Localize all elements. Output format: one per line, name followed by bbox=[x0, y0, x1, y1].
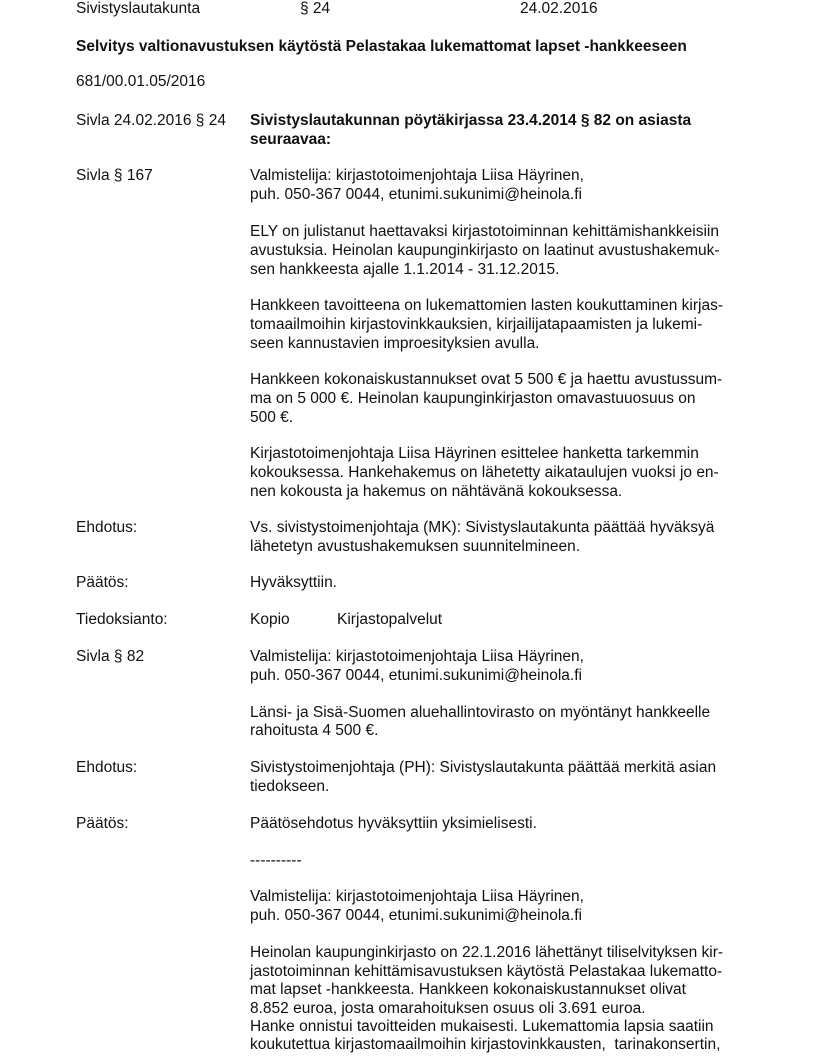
notice-recipient: Kirjastopalvelut bbox=[337, 611, 443, 628]
current-p1-line: Hanke onnistui tavoitteiden mukaisesti. Lukemattomia lapsia saatiin bbox=[250, 1018, 714, 1035]
s82-proposal-line: tiedokseen. bbox=[250, 778, 330, 795]
current-p1-line: koukutettua kirjastomaailmoihin kirjastovinkkausten, tarinakonsertin, bbox=[250, 1036, 721, 1053]
s167-p2-line: tomaailmoihin kirjastovinkkauksien, kirjailijatapaamisten ja lukemi- bbox=[250, 316, 703, 333]
s167-preparer-1: Valmistelija: kirjastotoimenjohtaja Liisa Häyrinen, bbox=[250, 167, 584, 184]
s167-proposal-label: Ehdotus: bbox=[76, 519, 138, 536]
current-p1-line: jastotoiminnan kehittämisavustuksen käytöstä Pelastakaa lukematto- bbox=[250, 963, 723, 980]
record-number: 681/00.01.05/2016 bbox=[76, 73, 206, 90]
notice-type: Kopio bbox=[250, 611, 290, 628]
header-section: § 24 bbox=[300, 0, 331, 17]
s167-p1-line: ELY on julistanut haettavaksi kirjastotoiminnan kehittämishankkeisiin bbox=[250, 223, 719, 240]
current-preparer-1: Valmistelija: kirjastotoimenjohtaja Liisa Häyrinen, bbox=[250, 888, 584, 905]
s82-proposal-line: Sivistystoimenjohtaja (PH): Sivistyslautakunta päättää merkitä asian bbox=[250, 759, 717, 776]
s167-p1-line: sen hankkeesta ajalle 1.1.2014 - 31.12.2015. bbox=[250, 261, 560, 278]
s167-p4-line: Kirjastotoimenjohtaja Liisa Häyrinen esittelee hanketta tarkemmin bbox=[250, 445, 699, 462]
current-p1-line: 8.852 euroa, josta omarahoituksen osuus oli 3.691 euroa. bbox=[250, 1000, 646, 1017]
notice-label: Tiedoksianto: bbox=[76, 611, 168, 628]
s167-p4-line: kokouksessa. Hankehakemus on lähetetty aikataulujen vuoksi jo en- bbox=[250, 464, 719, 481]
s167-preparer-2: puh. 050-367 0044, etunimi.sukunimi@heinola.fi bbox=[250, 186, 582, 203]
s167-p3-line: 500 €. bbox=[250, 409, 294, 426]
s167-decision: Hyväksyttiin. bbox=[250, 574, 337, 591]
s167-p3-line: Hankkeen kokonaiskustannukset ovat 5 500 € ja haettu avustussum- bbox=[250, 371, 723, 388]
s167-proposal-line: lähetetyn avustushakemuksen suunnitelmineen. bbox=[250, 538, 581, 555]
intro-line-1: Sivistyslautakunnan pöytäkirjassa 23.4.2014 § 82 on asiasta bbox=[250, 112, 692, 129]
s82-label: Sivla § 82 bbox=[76, 648, 145, 665]
s167-p2-line: Hankkeen tavoitteena on lukemattomien lasten koukuttaminen kirjas- bbox=[250, 297, 724, 314]
s82-decision-label: Päätös: bbox=[76, 815, 129, 832]
current-p1-line: mat lapset -hankkeesta. Hankkeen kokonaiskustannukset olivat bbox=[250, 981, 686, 998]
s167-p2-line: seen kannustavien improesityksien avulla. bbox=[250, 335, 540, 352]
s167-decision-label: Päätös: bbox=[76, 574, 129, 591]
s82-decision: Päätösehdotus hyväksyttiin yksimielisesti. bbox=[250, 815, 537, 832]
intro-line-2: seuraavaa: bbox=[250, 131, 332, 148]
s167-p1-line: avustuksia. Heinolan kaupunginkirjasto on laatinut avustushakemuk- bbox=[250, 242, 720, 259]
current-preparer-2: puh. 050-367 0044, etunimi.sukunimi@heinola.fi bbox=[250, 907, 582, 924]
s167-p4-line: nen kokousta ja hakemus on nähtävänä kokouksessa. bbox=[250, 483, 623, 500]
s82-proposal-label: Ehdotus: bbox=[76, 759, 138, 776]
s82-p1-line: Länsi- ja Sisä-Suomen aluehallintovirasto on myöntänyt hankkeelle bbox=[250, 704, 711, 721]
document-title: Selvitys valtionavustuksen käytöstä Pelastakaa lukemattomat lapset -hankkeeseen bbox=[76, 38, 687, 55]
current-p1-line: Heinolan kaupunginkirjasto on 22.1.2016 lähettänyt tiliselvityksen kir- bbox=[250, 944, 724, 961]
s167-proposal-line: Vs. sivistystoimenjohtaja (MK): Sivistyslautakunta päättää hyväksyä bbox=[250, 519, 715, 536]
s82-p1-line: rahoitusta 4 500 €. bbox=[250, 722, 379, 739]
s167-label: Sivla § 167 bbox=[76, 167, 153, 184]
s82-preparer-1: Valmistelija: kirjastotoimenjohtaja Liisa Häyrinen, bbox=[250, 648, 584, 665]
s167-p3-line: ma on 5 000 €. Heinolan kaupunginkirjaston omavastuuosuus on bbox=[250, 390, 696, 407]
header-committee: Sivistyslautakunta bbox=[76, 0, 201, 17]
header-date: 24.02.2016 bbox=[520, 0, 598, 17]
separator: ---------- bbox=[250, 852, 302, 869]
intro-label: Sivla 24.02.2016 § 24 bbox=[76, 112, 226, 129]
s82-preparer-2: puh. 050-367 0044, etunimi.sukunimi@heinola.fi bbox=[250, 667, 582, 684]
